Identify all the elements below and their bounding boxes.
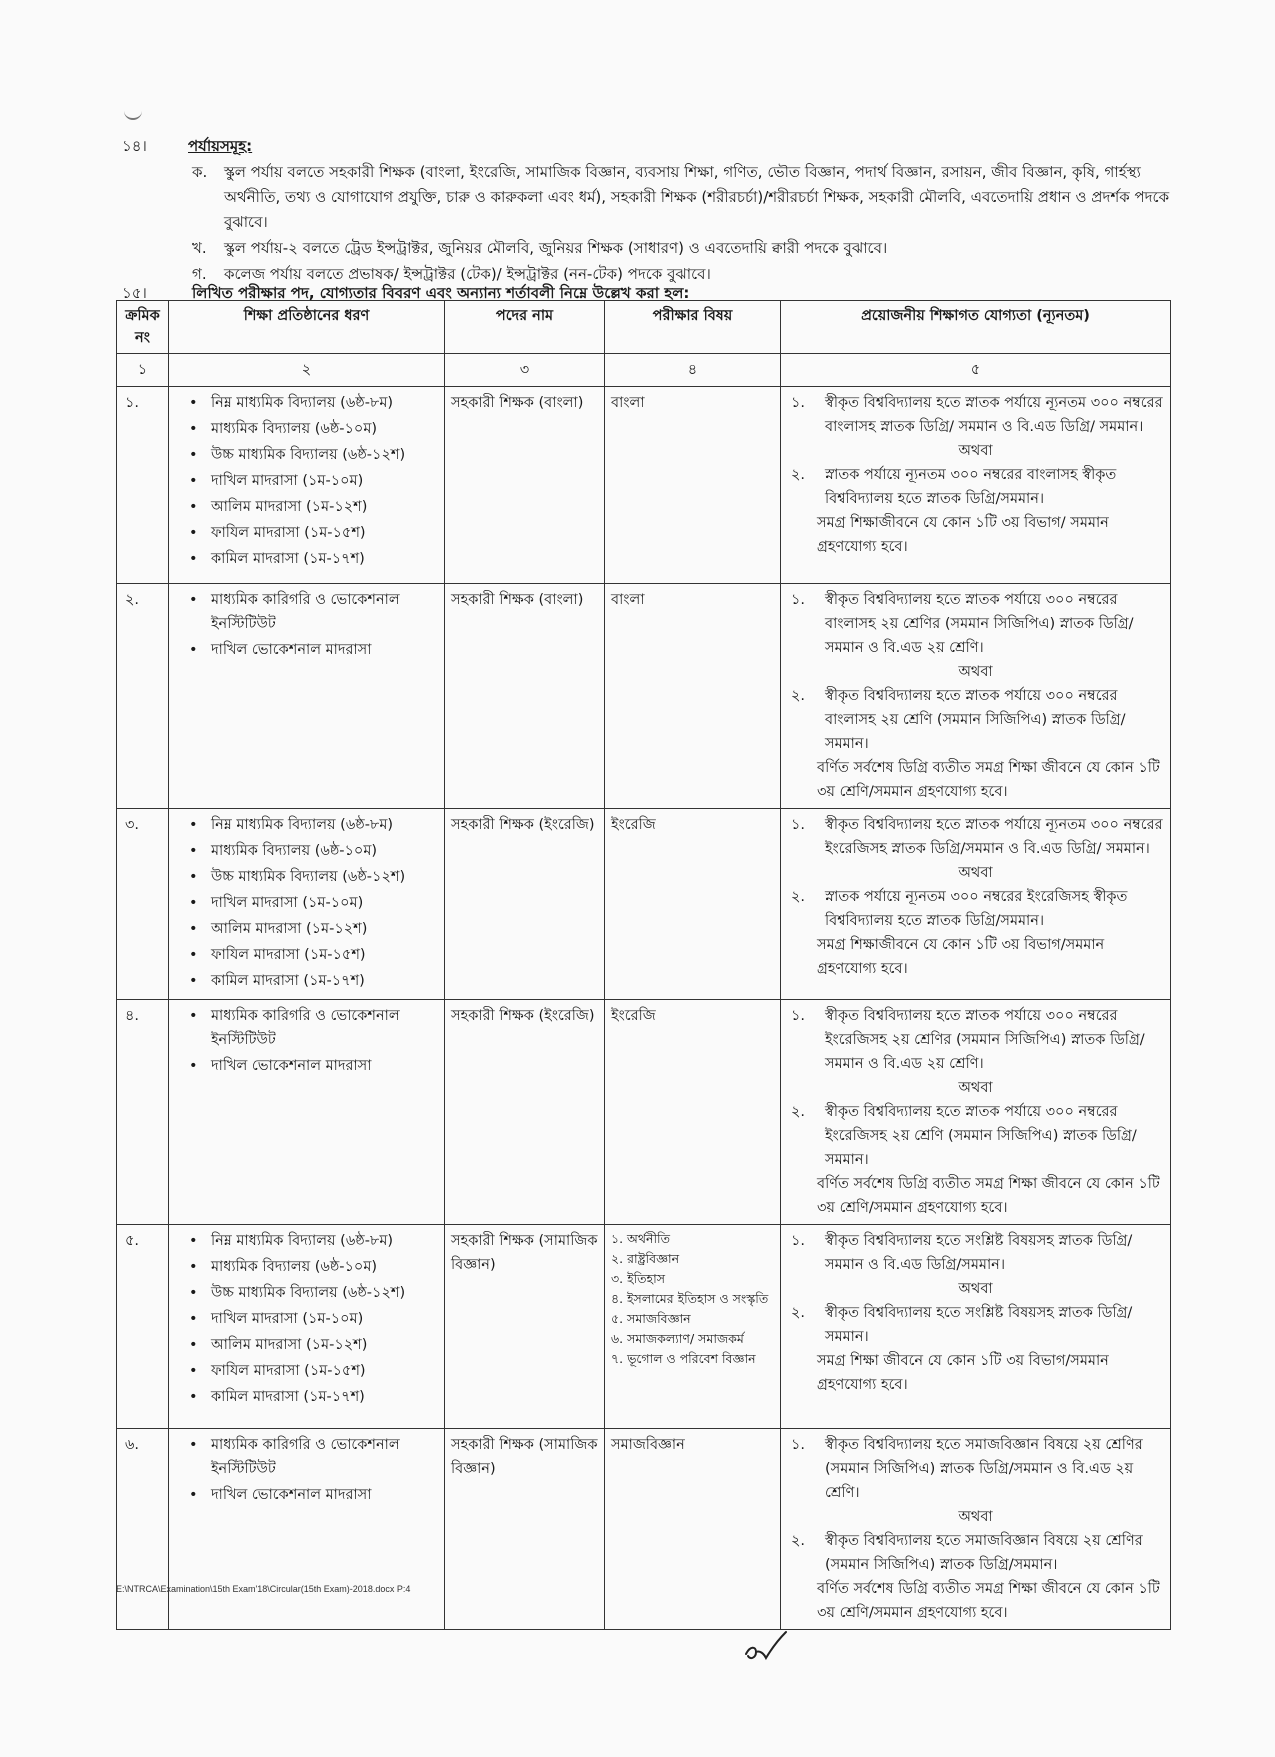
table-row xyxy=(117,809,1171,1000)
institution-text: দাখিল মাদরাসা (১ম-১০ম) xyxy=(211,1311,364,1327)
institution-text: কামিল মাদরাসা (১ম-১৭শ) xyxy=(211,551,365,567)
bullet-icon: • xyxy=(189,551,198,567)
option-number: ১. xyxy=(791,1437,806,1453)
or-separator: অথবা xyxy=(958,1509,993,1525)
institution-text: মাধ্যমিক কারিগরি ও ভোকেশনাল ইনস্টিটিউট xyxy=(211,1008,400,1048)
bullet-icon: • xyxy=(189,1233,198,1249)
qualification-option xyxy=(787,885,1164,933)
option-text: স্বীকৃত বিশ্ববিদ্যালয় হতে সংশ্লিষ্ট বিষয়সহ স্নাতক ডিগ্রি/সমমান ও বি.এড ডিগ্রি/সমমান। xyxy=(825,1233,1133,1273)
option-number: ১. xyxy=(791,395,806,411)
subject-item: ১. অর্থনীতি xyxy=(611,1231,670,1246)
qualification-note: বর্ণিত সর্বশেষ ডিগ্রি ব্যতীত সমগ্র শিক্ষা জীবনে যে কোন ১টি ৩য় শ্রেণি/সমমান গ্রহণযোগ্য হবে। xyxy=(817,760,1160,800)
bullet-icon: • xyxy=(189,473,198,489)
institution-item xyxy=(185,443,438,467)
qualification-cell xyxy=(781,1000,1171,1225)
institution-text: দাখিল ভোকেশনাল মাদরাসা xyxy=(211,1487,372,1503)
institution-list xyxy=(175,813,438,993)
option-text: স্নাতক পর্যায়ে ন্যূনতম ৩০০ নম্বরের ইংরেজিসহ স্বীকৃত বিশ্ববিদ্যালয় হতে স্নাতক ডিগ্রি/সমমান। xyxy=(825,889,1128,929)
header-institution: শিক্ষা প্রতিষ্ঠানের ধরণ xyxy=(169,301,445,354)
column-number: ২ xyxy=(169,354,445,387)
institution-item xyxy=(185,813,438,837)
option-text: স্বীকৃত বিশ্ববিদ্যালয় হতে সমাজবিজ্ঞান বিষয়ে ২য় শ্রেণির (সমমান সিজিপিএ) স্নাতক ডিগ্রি/সমমান। xyxy=(825,1533,1143,1573)
bullet-icon: • xyxy=(189,1437,198,1453)
institution-item xyxy=(185,839,438,863)
table-row xyxy=(117,584,1171,809)
option-text: স্বীকৃত বিশ্ববিদ্যালয় হতে স্নাতক পর্যায়ে ন্যূনতম ৩০০ নম্বরের বাংলাসহ স্নাতক ডিগ্রি/ সমমান ও বি.এড ডিগ্রি/ সমমান। xyxy=(825,395,1163,435)
qualification-option xyxy=(787,1301,1164,1349)
bullet-icon: • xyxy=(189,1058,198,1074)
header-qualification: প্রয়োজনীয় শিক্ষাগত যোগ্যতা (ন্যূনতম) xyxy=(781,301,1171,354)
qualification-option xyxy=(787,813,1164,861)
option-text: স্নাতক পর্যায়ে ন্যূনতম ৩০০ নম্বরের বাংলাসহ স্বীকৃত বিশ্ববিদ্যালয় হতে স্নাতক ডিগ্রি/সমমান। xyxy=(825,467,1117,507)
option-number: ১. xyxy=(791,592,806,608)
option-text: স্বীকৃত বিশ্ববিদ্যালয় হতে সংশ্লিষ্ট বিষয়সহ স্নাতক ডিগ্রি/সমমান। xyxy=(825,1305,1133,1345)
institution-item xyxy=(185,1307,438,1331)
bullet-icon: • xyxy=(189,973,198,989)
or-separator: অথবা xyxy=(958,1281,993,1297)
institution-item xyxy=(185,891,438,915)
bullet-icon: • xyxy=(189,1487,198,1503)
qualification-note: সমগ্র শিক্ষা জীবনে যে কোন ১টি ৩য় বিভাগ/সমমান গ্রহণযোগ্য হবে। xyxy=(817,1353,1109,1393)
institution-item xyxy=(185,1255,438,1279)
institution-text: মাধ্যমিক বিদ্যালয় (৬ষ্ঠ-১০ম) xyxy=(211,843,378,859)
institution-cell xyxy=(169,809,445,1000)
subject-cell: ইংরেজি xyxy=(605,1000,781,1225)
post-cell: সহকারী শিক্ষক (সামাজিক বিজ্ঞান) xyxy=(445,1225,605,1429)
section-14-item xyxy=(192,236,1177,261)
institution-item xyxy=(185,917,438,941)
institution-text: দাখিল ভোকেশনাল মাদরাসা xyxy=(211,642,372,658)
option-number: ২. xyxy=(791,467,806,483)
institution-text: ফাযিল মাদরাসা (১ম-১৫শ) xyxy=(211,1363,366,1379)
bullet-icon: • xyxy=(189,525,198,541)
institution-item xyxy=(185,1433,438,1481)
column-number-row xyxy=(117,354,1171,387)
post-cell: সহকারী শিক্ষক (বাংলা) xyxy=(445,584,605,809)
table-row xyxy=(117,1000,1171,1225)
column-number: ৩ xyxy=(445,354,605,387)
bullet-icon: • xyxy=(189,921,198,937)
section-14-item xyxy=(192,160,1177,235)
institution-text: উচ্চ মাধ্যমিক বিদ্যালয় (৬ষ্ঠ-১২শ) xyxy=(211,869,406,885)
qualification-table xyxy=(116,300,1171,1630)
bullet-icon: • xyxy=(189,817,198,833)
qualification-cell xyxy=(781,1225,1171,1429)
bullet-icon: • xyxy=(189,947,198,963)
item-label: ক. xyxy=(192,163,208,181)
table-header-row xyxy=(117,301,1171,354)
option-number: ১. xyxy=(791,1233,806,1249)
section-14-number: ১৪। xyxy=(122,137,147,155)
row-serial: ৩. xyxy=(117,809,169,1000)
institution-item xyxy=(185,865,438,889)
subject-cell: বাংলা xyxy=(605,584,781,809)
option-number: ১. xyxy=(791,1008,806,1024)
option-text: স্বীকৃত বিশ্ববিদ্যালয় হতে স্নাতক পর্যায়ে ন্যূনতম ৩০০ নম্বরের ইংরেজিসহ স্নাতক ডিগ্রি/সমমান ও বি.এড ডিগ্রি/ সমমান। xyxy=(825,817,1163,857)
institution-cell xyxy=(169,1429,445,1630)
institution-text: নিম্ন মাধ্যমিক বিদ্যালয় (৬ষ্ঠ-৮ম) xyxy=(211,1233,394,1249)
institution-item xyxy=(185,638,438,662)
section-15-text: লিখিত পরীক্ষার পদ, যোগ্যতার বিবরণ এবং অন্যান্য শর্তাবলী নিম্নে উল্লেখ করা হল: xyxy=(192,284,690,302)
or-separator: অথবা xyxy=(958,664,993,680)
institution-text: ফাযিল মাদরাসা (১ম-১৫শ) xyxy=(211,525,366,541)
or-separator: অথবা xyxy=(958,443,993,459)
option-number: ২. xyxy=(791,1305,806,1321)
institution-item xyxy=(185,1004,438,1052)
section-14-items xyxy=(192,160,1177,288)
institution-list xyxy=(175,1433,438,1507)
or-separator: অথবা xyxy=(958,865,993,881)
option-text: স্বীকৃত বিশ্ববিদ্যালয় হতে সমাজবিজ্ঞান বিষয়ে ২য় শ্রেণির (সমমান সিজিপিএ) স্নাতক ডিগ্রি/সমমান ও বি.এড ২য় শ্রেণি। xyxy=(825,1437,1143,1501)
subject-cell xyxy=(605,1225,781,1429)
bullet-icon: • xyxy=(189,499,198,515)
institution-text: নিম্ন মাধ্যমিক বিদ্যালয় (৬ষ্ঠ-৮ম) xyxy=(211,395,394,411)
bullet-icon: • xyxy=(189,895,198,911)
institution-list xyxy=(175,1004,438,1078)
item-text: কলেজ পর্যায় বলতে প্রভাষক/ ইন্সট্রাক্টর (টেক)/ ইন্সট্রাক্টর (নন-টেক) পদকে বুঝাবে। xyxy=(224,265,711,283)
qualification-cell xyxy=(781,809,1171,1000)
bullet-icon: • xyxy=(189,1337,198,1353)
subject-item: ৫. সমাজবিজ্ঞান xyxy=(611,1311,691,1326)
bullet-icon: • xyxy=(189,1259,198,1275)
row-serial: ৫. xyxy=(117,1225,169,1429)
institution-text: আলিম মাদরাসা (১ম-১২শ) xyxy=(211,1337,368,1353)
post-cell: সহকারী শিক্ষক (সামাজিক বিজ্ঞান) xyxy=(445,1429,605,1630)
institution-text: ফাযিল মাদরাসা (১ম-১৫শ) xyxy=(211,947,366,963)
institution-item xyxy=(185,469,438,493)
option-text: স্বীকৃত বিশ্ববিদ্যালয় হতে স্নাতক পর্যায়ে ৩০০ নম্বরের বাংলাসহ ২য় শ্রেণির (সমমান সিজিপিএ) স্নাতক ডিগ্রি/সমমান ও বি.এড ২য় শ্রেণি। xyxy=(825,592,1134,656)
bullet-icon: • xyxy=(189,447,198,463)
bullet-icon: • xyxy=(189,843,198,859)
column-number: ১ xyxy=(117,354,169,387)
item-text: স্কুল পর্যায় বলতে সহকারী শিক্ষক (বাংলা, ইংরেজি, সামাজিক বিজ্ঞান, ব্যবসায় শিক্ষা, গণিত, ভৌত বিজ্ঞান, পদার্থ বিজ্ঞান, রসায়ন, জীব বিজ্ঞান, কৃষি, গার্হস্থ্য অর্থনীতি, তথ্য ও যোগাযোগ প্রযুক্তি, চারু ও কারুকলা এবং ধর্ম), সহকারী শিক্ষক (শরীরচর্চা)/শরীরচর্চা শিক্ষক, সহকারী মৌলবি, এবতেদায়ি প্রধান ও প্রদর্শক পদকে বুঝাবে। xyxy=(224,163,1170,231)
institution-list xyxy=(175,391,438,571)
row-serial: ২. xyxy=(117,584,169,809)
institution-item xyxy=(185,391,438,415)
bullet-icon: • xyxy=(189,1008,198,1024)
bullet-icon: • xyxy=(189,642,198,658)
institution-item xyxy=(185,547,438,571)
pen-mark xyxy=(124,104,142,120)
qualification-option xyxy=(787,391,1164,439)
subject-item: ৩. ইতিহাস xyxy=(611,1271,665,1286)
institution-item xyxy=(185,1054,438,1078)
subject-item: ৬. সমাজকল্যাণ/ সমাজকর্ম xyxy=(611,1331,744,1346)
item-label: খ. xyxy=(192,239,207,257)
bullet-icon: • xyxy=(189,1363,198,1379)
institution-item xyxy=(185,1483,438,1507)
institution-item xyxy=(185,943,438,967)
qualification-note: সমগ্র শিক্ষাজীবনে যে কোন ১টি ৩য় বিভাগ/ সমমান গ্রহণযোগ্য হবে। xyxy=(817,515,1109,555)
institution-item xyxy=(185,417,438,441)
item-label: গ. xyxy=(192,265,207,283)
institution-text: কামিল মাদরাসা (১ম-১৭শ) xyxy=(211,973,365,989)
option-number: ২. xyxy=(791,889,806,905)
qualification-cell xyxy=(781,1429,1171,1630)
institution-text: দাখিল মাদরাসা (১ম-১০ম) xyxy=(211,895,364,911)
institution-cell xyxy=(169,387,445,584)
institution-text: আলিম মাদরাসা (১ম-১২শ) xyxy=(211,499,368,515)
qualification-option xyxy=(787,1433,1164,1505)
table-row xyxy=(117,1429,1171,1630)
subject-cell: সমাজবিজ্ঞান xyxy=(605,1429,781,1630)
qualification-option xyxy=(787,1004,1164,1076)
institution-list xyxy=(175,1229,438,1409)
institution-item xyxy=(185,969,438,993)
header-post: পদের নাম xyxy=(445,301,605,354)
bullet-icon: • xyxy=(189,421,198,437)
qualification-note: বর্ণিত সর্বশেষ ডিগ্রি ব্যতীত সমগ্র শিক্ষা জীবনে যে কোন ১টি ৩য় শ্রেণি/সমমান গ্রহণযোগ্য হবে। xyxy=(817,1581,1160,1621)
institution-text: উচ্চ মাধ্যমিক বিদ্যালয় (৬ষ্ঠ-১২শ) xyxy=(211,1285,406,1301)
qualification-option xyxy=(787,463,1164,511)
institution-item xyxy=(185,1229,438,1253)
subject-item: ২. রাষ্ট্রবিজ্ঞান xyxy=(611,1251,680,1266)
institution-list xyxy=(175,588,438,662)
bullet-icon: • xyxy=(189,869,198,885)
item-text: স্কুল পর্যায়-২ বলতে ট্রেড ইন্সট্রাক্টর, জুনিয়র মৌলবি, জুনিয়র শিক্ষক (সাধারণ) ও এবতেদায়ি ক্বারী পদকে বুঝাবে। xyxy=(224,239,888,257)
subject-cell: বাংলা xyxy=(605,387,781,584)
institution-item xyxy=(185,1281,438,1305)
institution-text: দাখিল ভোকেশনাল মাদরাসা xyxy=(211,1058,372,1074)
bullet-icon: • xyxy=(189,1311,198,1327)
post-cell: সহকারী শিক্ষক (ইংরেজি) xyxy=(445,809,605,1000)
institution-item xyxy=(185,495,438,519)
institution-item xyxy=(185,588,438,636)
bullet-icon: • xyxy=(189,1389,198,1405)
option-number: ১. xyxy=(791,817,806,833)
row-serial: ৪. xyxy=(117,1000,169,1225)
institution-text: মাধ্যমিক বিদ্যালয় (৬ষ্ঠ-১০ম) xyxy=(211,421,378,437)
institution-text: মাধ্যমিক কারিগরি ও ভোকেশনাল ইনস্টিটিউট xyxy=(211,592,400,632)
qualification-option xyxy=(787,1529,1164,1577)
option-number: ২. xyxy=(791,1104,806,1120)
or-separator: অথবা xyxy=(958,1080,993,1096)
subject-item: ৪. ইসলামের ইতিহাস ও সংস্কৃতি xyxy=(611,1291,769,1306)
table-row xyxy=(117,387,1171,584)
column-number: ৪ xyxy=(605,354,781,387)
option-text: স্বীকৃত বিশ্ববিদ্যালয় হতে স্নাতক পর্যায়ে ৩০০ নম্বরের বাংলাসহ ২য় শ্রেণি (সমমান সিজিপিএ) স্নাতক ডিগ্রি/সমমান। xyxy=(825,688,1126,752)
institution-item xyxy=(185,1359,438,1383)
subject-cell: ইংরেজি xyxy=(605,809,781,1000)
row-serial: ১. xyxy=(117,387,169,584)
institution-cell xyxy=(169,584,445,809)
initial-signature-icon xyxy=(742,1628,790,1664)
qualification-cell xyxy=(781,584,1171,809)
qualification-option xyxy=(787,1100,1164,1172)
qualification-note: বর্ণিত সর্বশেষ ডিগ্রি ব্যতীত সমগ্র শিক্ষা জীবনে যে কোন ১টি ৩য় শ্রেণি/সমমান গ্রহণযোগ্য হবে। xyxy=(817,1176,1160,1216)
institution-cell xyxy=(169,1000,445,1225)
column-number: ৫ xyxy=(781,354,1171,387)
bullet-icon: • xyxy=(189,1285,198,1301)
institution-item xyxy=(185,1385,438,1409)
institution-text: মাধ্যমিক কারিগরি ও ভোকেশনাল ইনস্টিটিউট xyxy=(211,1437,400,1477)
qualification-option xyxy=(787,588,1164,660)
section-15-number: ১৫। xyxy=(122,284,147,302)
file-path-footer: E:\NTRCA\Examination\15th Exam'18\Circular(15th Exam)-2018.docx P:4 xyxy=(116,1584,411,1594)
header-serial: ক্রমিক নং xyxy=(117,301,169,354)
option-text: স্বীকৃত বিশ্ববিদ্যালয় হতে স্নাতক পর্যায়ে ৩০০ নম্বরের ইংরেজিসহ ২য় শ্রেণি (সমমান সিজিপিএ) স্নাতক ডিগ্রি/সমমান। xyxy=(825,1104,1137,1168)
qualification-note: সমগ্র শিক্ষাজীবনে যে কোন ১টি ৩য় বিভাগ/সমমান গ্রহণযোগ্য হবে। xyxy=(817,937,1105,977)
header-subject: পরীক্ষার বিষয় xyxy=(605,301,781,354)
post-cell: সহকারী শিক্ষক (বাংলা) xyxy=(445,387,605,584)
institution-text: মাধ্যমিক বিদ্যালয় (৬ষ্ঠ-১০ম) xyxy=(211,1259,378,1275)
qualification-option xyxy=(787,684,1164,756)
option-number: ২. xyxy=(791,688,806,704)
option-text: স্বীকৃত বিশ্ববিদ্যালয় হতে স্নাতক পর্যায়ে ৩০০ নম্বরের ইংরেজিসহ ২য় শ্রেণির (সমমান সিজিপিএ) স্নাতক ডিগ্রি/ সমমান ও বি.এড ২য় শ্রেণি। xyxy=(825,1008,1145,1072)
institution-item xyxy=(185,521,438,545)
institution-cell xyxy=(169,1225,445,1429)
qualification-cell xyxy=(781,387,1171,584)
institution-text: কামিল মাদরাসা (১ম-১৭শ) xyxy=(211,1389,365,1405)
institution-item xyxy=(185,1333,438,1357)
institution-text: উচ্চ মাধ্যমিক বিদ্যালয় (৬ষ্ঠ-১২শ) xyxy=(211,447,406,463)
bullet-icon: • xyxy=(189,395,198,411)
option-number: ২. xyxy=(791,1533,806,1549)
qualification-option xyxy=(787,1229,1164,1277)
subject-list xyxy=(611,1229,774,1369)
subject-item: ৭. ভূগোল ও পরিবেশ বিজ্ঞান xyxy=(611,1351,756,1366)
institution-text: আলিম মাদরাসা (১ম-১২শ) xyxy=(211,921,368,937)
table-row xyxy=(117,1225,1171,1429)
institution-text: নিম্ন মাধ্যমিক বিদ্যালয় (৬ষ্ঠ-৮ম) xyxy=(211,817,394,833)
bullet-icon: • xyxy=(189,592,198,608)
post-cell: সহকারী শিক্ষক (ইংরেজি) xyxy=(445,1000,605,1225)
institution-text: দাখিল মাদরাসা (১ম-১০ম) xyxy=(211,473,364,489)
section-14-heading: পর্যায়সমূহ: xyxy=(188,137,253,155)
row-serial: ৬. xyxy=(117,1429,169,1630)
